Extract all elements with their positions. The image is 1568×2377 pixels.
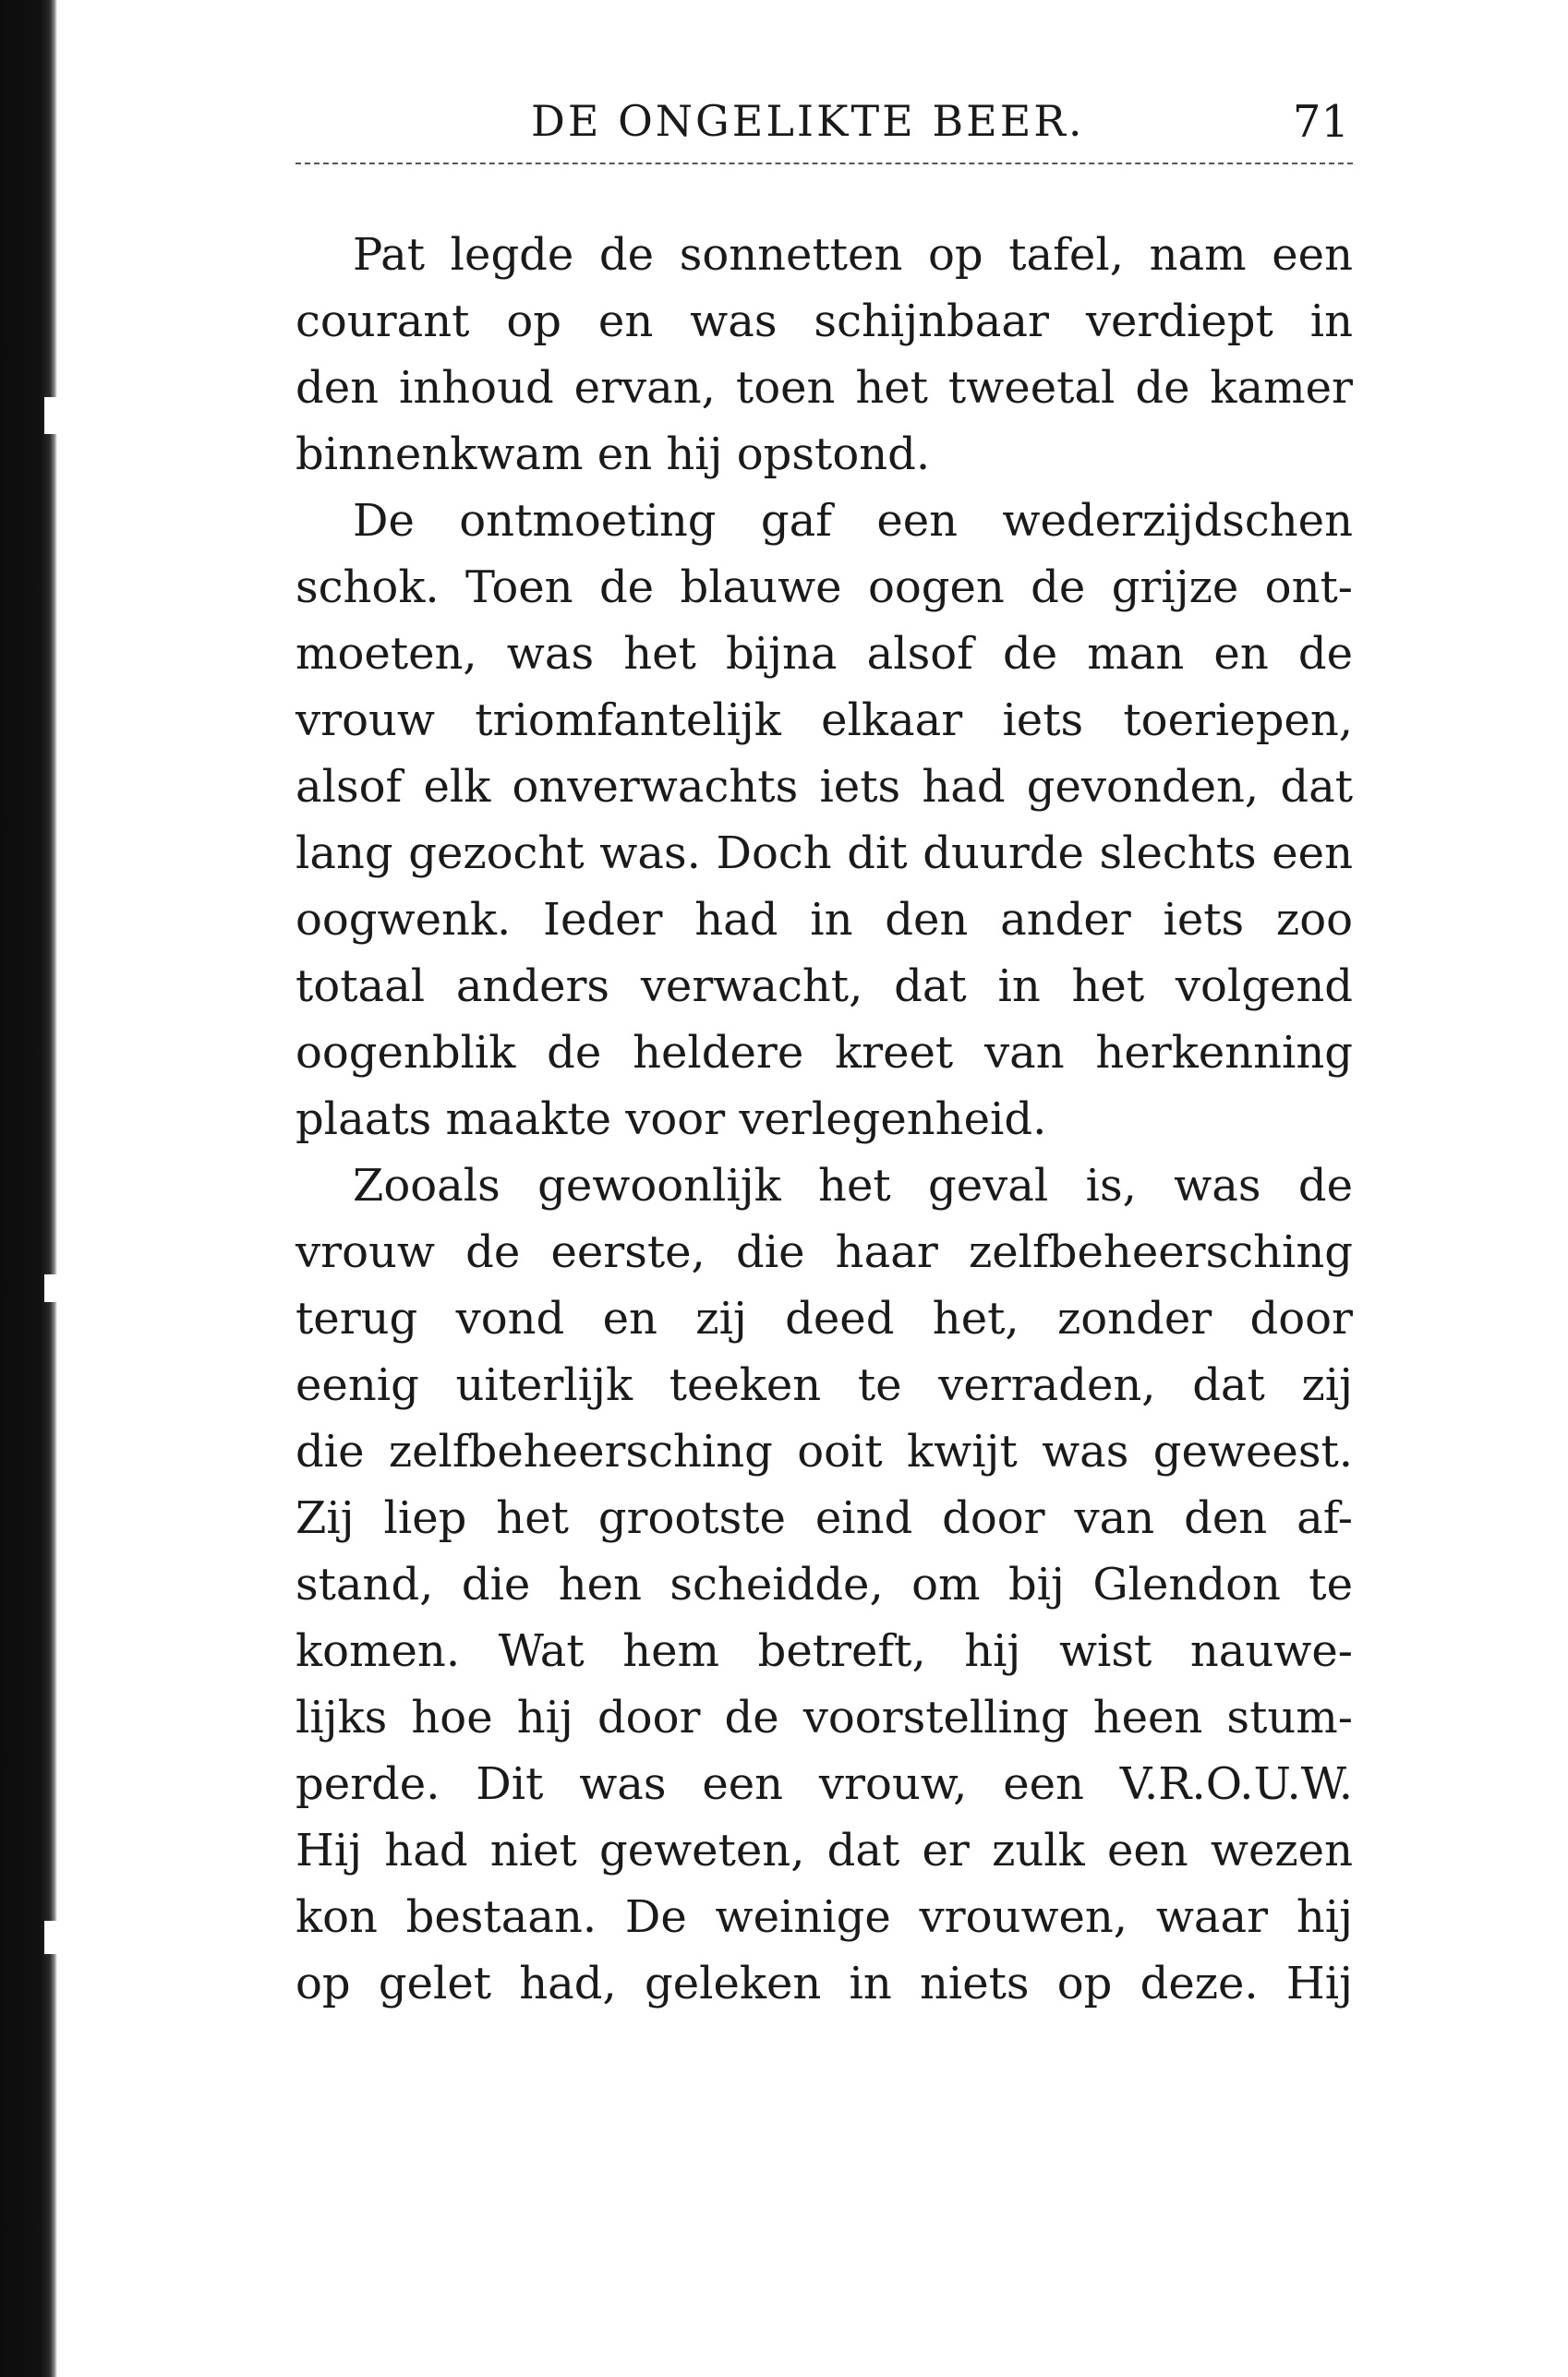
text-line: den inhoud ervan, toen het tweetal de kamer <box>296 362 1353 414</box>
text-line: Zij liep het grootste eind door van den af- <box>296 1492 1353 1544</box>
text-line: vrouw triomfantelijk elkaar iets toeriepen, <box>296 694 1353 746</box>
text-line: komen. Wat hem betreft, hij wist nauwe- <box>296 1625 1353 1677</box>
text-line: vrouw de eerste, die haar zelfbeheersching <box>296 1226 1353 1278</box>
text-line: Hij had niet geweten, dat er zulk een wezen <box>296 1825 1353 1876</box>
text-line: courant op en was schijnbaar verdiept in <box>296 296 1353 347</box>
running-title: DE ONGELIKTE BEER. <box>531 96 1085 146</box>
text-line: schok. Toen de blauwe oogen de grijze ont- <box>296 561 1353 613</box>
body-text <box>296 222 1353 2017</box>
text-line: op gelet had, geleken in niets op deze. Hij <box>296 1958 1353 2009</box>
text-line: oogwenk. Ieder had in den ander iets zoo <box>296 894 1353 946</box>
page-number: 71 <box>1292 96 1349 148</box>
text-line: lang gezocht was. Doch dit duurde slechts een <box>296 827 1353 879</box>
text-line: totaal anders verwacht, dat in het volgend <box>296 960 1353 1012</box>
text-line: De ontmoeting gaf een wederzijdschen <box>353 495 1353 547</box>
scan-binding-edge <box>0 0 57 2377</box>
header-rule <box>296 163 1353 164</box>
text-line: moeten, was het bijna alsof de man en de <box>296 628 1353 680</box>
text-line: oogenblik de heldere kreet van herkenning <box>296 1027 1353 1079</box>
binding-notch <box>44 1274 57 1302</box>
text-line: kon bestaan. De weinige vrouwen, waar hij <box>296 1891 1353 1943</box>
text-line: lijks hoe hij door de voorstelling heen stum- <box>296 1692 1353 1744</box>
text-line: Pat legde de sonnetten op tafel, nam een <box>353 229 1353 281</box>
text-line: terug vond en zij deed het, zonder door <box>296 1293 1353 1345</box>
text-line: die zelfbeheersching ooit kwijt was geweest. <box>296 1426 1353 1478</box>
text-line: plaats maakte voor verlegenheid. <box>296 1093 1047 1145</box>
text-line: stand, die hen scheidde, om bij Glendon te <box>296 1559 1353 1611</box>
running-header <box>296 92 1353 159</box>
text-line: Zooals gewoonlijk het geval is, was de <box>353 1160 1353 1212</box>
text-line: perde. Dit was een vrouw, een V.R.O.U.W. <box>296 1758 1353 1810</box>
text-line: binnenkwam en hij opstond. <box>296 428 931 480</box>
binding-notch <box>44 397 57 434</box>
text-line: eenig uiterlijk teeken te verraden, dat zij <box>296 1359 1353 1411</box>
text-line: alsof elk onverwachts iets had gevonden, dat <box>296 761 1353 813</box>
binding-notch <box>44 1921 57 1954</box>
